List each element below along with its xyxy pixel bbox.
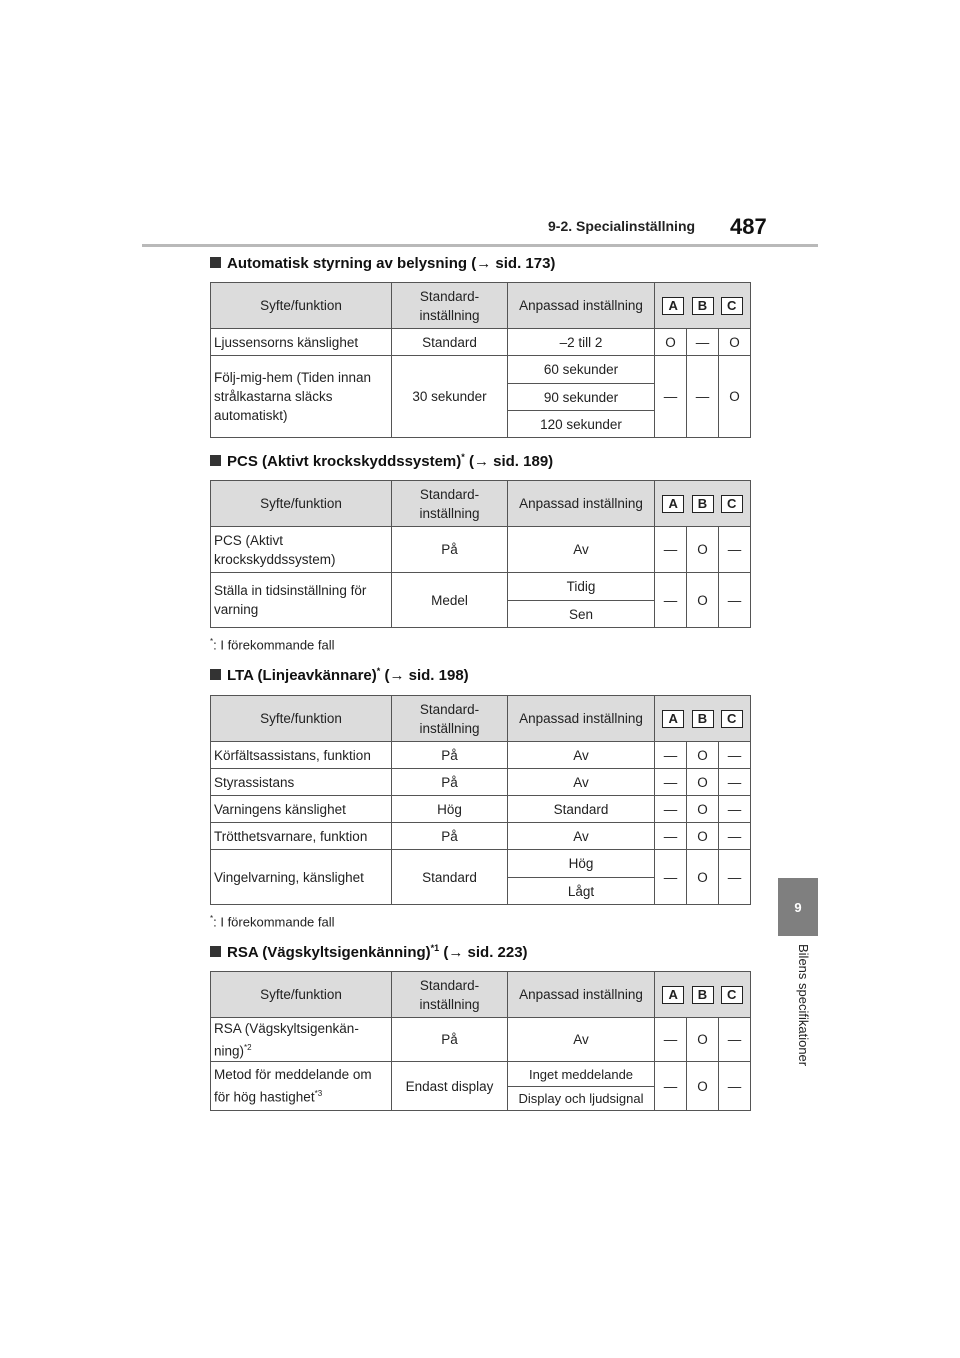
square-bullet-icon (210, 669, 221, 680)
purpose-cell: RSA (Vägskyltsigenkän- ning)$^{*2}$ (211, 1018, 392, 1062)
running-header: 9-2. Specialinställning (548, 218, 696, 234)
table-row: Styrassistans På Av — O — (211, 769, 751, 796)
chapter-tab (778, 878, 818, 936)
square-bullet-icon (210, 946, 221, 957)
arrow-right-icon: → (476, 255, 492, 272)
page-reference-link[interactable]: sid. 223) (467, 944, 528, 961)
column-a-label: A (662, 297, 684, 315)
header-default: Standard- inställning (392, 283, 508, 329)
table-row: Vingelvarning, känslighet Standard Hög — O — (211, 850, 751, 878)
purpose-cell: Metod för meddelande om för hög hastighet$^{*3}$ (211, 1062, 392, 1111)
column-b-label: B (692, 297, 714, 315)
column-c-label: C (721, 710, 743, 728)
page-reference-link[interactable]: sid. 173) (495, 255, 556, 272)
header-abc (655, 283, 751, 329)
header-custom: Anpassad inställning (508, 283, 655, 329)
settings-table-pcs (210, 480, 751, 628)
table-row: Trötthetsvarnare, funktion På Av — O — (211, 823, 751, 850)
column-b-label: B (692, 710, 714, 728)
table-subrow: 120 sekunder (211, 411, 751, 438)
section-title-rsa: RSA (Vägskyltsigenkänning)$^{*1}$ (→ sid. 223) (210, 943, 528, 961)
table-row: PCS (Aktivt krockskyddssystem) På Av — O — (211, 527, 751, 573)
section-title-lta: LTA (Linjeavkännare)* (→ sid. 198) (210, 666, 469, 684)
arrow-right-icon: → (389, 667, 405, 684)
settings-table-lighting (210, 282, 751, 438)
square-bullet-icon (210, 455, 221, 466)
header-purpose: Syfte/funktion (211, 283, 392, 329)
chapter-number: 9 (794, 899, 802, 915)
table-row: Ljussensorns känslighet Standard –2 till 2 O — O (211, 329, 751, 356)
table-header-row: Syfte/funktion Standard- inställning Anpassad inställning A B C (211, 972, 751, 1018)
table-header-row (211, 283, 751, 329)
table-row: RSA (Vägskyltsigenkän- ning)$^{*2}$ På Av — O — (211, 1018, 751, 1062)
section-title-lighting: Automatisk styrning av belysning (→ sid. 173) (210, 255, 555, 272)
page-reference-link[interactable]: sid. 198) (408, 667, 469, 684)
section-title-pcs: PCS (Aktivt krockskyddssystem)* (→ sid. 189) (210, 452, 553, 470)
column-c-label: C (721, 495, 743, 513)
column-b-label: B (692, 986, 714, 1004)
arrow-right-icon: → (448, 944, 464, 961)
column-a-label: A (662, 986, 684, 1004)
column-a-label: A (662, 710, 684, 728)
chapter-label: Bilens specifikationer (796, 944, 811, 1067)
footnote: *: I förekommande fall (210, 637, 335, 653)
table-row: Körfältsassistans, funktion På Av — O — (211, 742, 751, 769)
column-b-label: B (692, 495, 714, 513)
column-c-label: C (721, 986, 743, 1004)
header-divider (142, 244, 818, 247)
table-header-row: Syfte/funktion Standard- inställning Anpassad inställning A B C (211, 696, 751, 742)
table-header-row: Syfte/funktion Standard- inställning Anpassad inställning A B C (211, 481, 751, 527)
column-a-label: A (662, 495, 684, 513)
table-row: Ställa in tidsinställning för varning Medel Tidig — O — (211, 573, 751, 601)
arrow-right-icon: → (473, 453, 489, 470)
column-c-label: C (721, 297, 743, 315)
page-reference-link[interactable]: sid. 189) (493, 453, 554, 470)
footnote: *: I förekommande fall (210, 914, 335, 930)
table-subrow: Display och ljudsignal (211, 1087, 751, 1111)
table-subrow: 90 sekunder (211, 384, 751, 411)
table-row: Följ-mig-hem (Tiden innan strålkastarna släcks automatiskt) 30 sekunder 60 sekunder — — O (211, 356, 751, 384)
page-number: 487 (730, 214, 767, 239)
settings-table-rsa (210, 971, 751, 1111)
table-subrow: Lågt (211, 878, 751, 905)
table-row: Metod för meddelande om för hög hastighet$^{*3}$ Endast display Inget meddelande — O — (211, 1062, 751, 1087)
square-bullet-icon (210, 257, 221, 268)
table-subrow: Sen (211, 601, 751, 628)
table-row: Varningens känslighet Hög Standard — O — (211, 796, 751, 823)
settings-table-lta (210, 695, 751, 905)
